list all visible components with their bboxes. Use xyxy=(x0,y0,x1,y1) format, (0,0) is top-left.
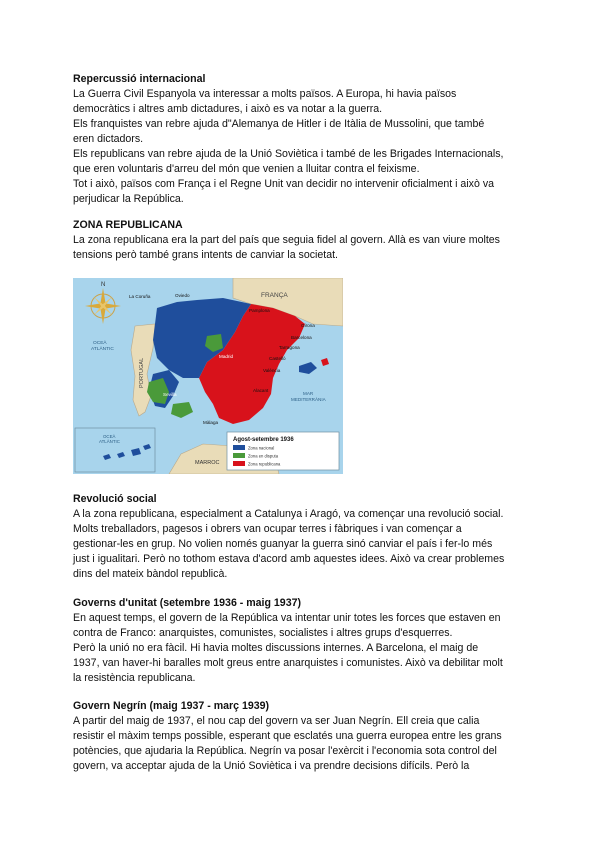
city-label: Girona xyxy=(301,323,315,328)
legend-swatch-nationalist xyxy=(233,445,245,450)
section-international-repercussion xyxy=(73,72,533,207)
france-label: FRANÇA xyxy=(261,292,288,299)
text-line: A partir del maig de 1937, el nou cap del govern va ser Juan Negrín. Ell creia que calia xyxy=(73,715,480,727)
city-label: Oviedo xyxy=(175,293,190,298)
text-line: contra de Franco: anarquistes, comunistes, socialistes i altres grups d'esquerres. xyxy=(73,627,453,639)
legend-label: Zona en disputa xyxy=(248,453,279,459)
text-line: En aquest temps, el govern de la República va intentar unir totes les forces que estaven en xyxy=(73,612,501,624)
text-line: Els franquistes van rebre ajuda d"Alemanya de Hitler i de Itàlia de Mussolini, que també xyxy=(73,118,485,130)
section-negrin-government xyxy=(73,699,533,774)
text-line: A la zona republicana, especialment a Catalunya i Aragó, va començar una revolució social. xyxy=(73,508,504,520)
section-social-revolution xyxy=(73,492,533,582)
text-line: tensions però també grans intents de canviar la societat. xyxy=(73,249,338,261)
text-line: Però la unió no era fàcil. Hi havia moltes discussions internes. A Barcelona, el maig de xyxy=(73,642,479,654)
legend-title: Agost-setembre 1936 xyxy=(233,437,294,443)
morocco-label: MARROC xyxy=(195,460,220,466)
ocean-inset-label: OCEÀ ATLÀNTIC xyxy=(99,434,120,444)
text-line: La Guerra Civil Espanyola va interessar a molts països. A Europa, hi havia països xyxy=(73,88,457,100)
city-label: La Coruña xyxy=(129,294,151,299)
text-line: gestionar-les en grup. No volien només guanyar la guerra sinó canviar el país i fer-lo més xyxy=(73,538,493,550)
med-label: MAR MEDITERRÀNIA xyxy=(291,391,326,402)
text-line: 1937, van haver-hi baralles molt greus entre anarquistes i comunistes. Això va debilitar molt xyxy=(73,657,503,669)
section-heading: Revolució social xyxy=(73,493,157,505)
city-label: Sevilla xyxy=(163,392,177,397)
text-line: democràtics i altres amb dictadures, i això es va notar a la guerra. xyxy=(73,103,383,115)
compass-label: N xyxy=(101,282,106,288)
text-line: just i igualitari. Però no tothom estava d'acord amb aquestes idees. Això va crear problemes xyxy=(73,553,505,565)
text-line: resistir el màxim temps possible, esperant que esclatés una guerra europea entre les grans xyxy=(73,730,502,742)
city-label: València xyxy=(263,368,281,373)
legend-swatch-republican xyxy=(233,461,245,466)
text-line: la resistència republicana. xyxy=(73,672,196,684)
text-line: que eren voluntaris d'arreu del món que venien a lluitar contra el feixisme. xyxy=(73,163,420,175)
city-label: Pamplona xyxy=(249,308,270,313)
text-line: Molts treballadors, pagesos i obrers van ocupar terres i fàbriques i van començar a xyxy=(73,523,462,535)
city-label: Barcelona xyxy=(291,335,312,340)
section-heading: Repercussió internacional xyxy=(73,73,206,85)
text-line: eren dictadors. xyxy=(73,133,144,145)
city-label: Màlaga xyxy=(203,420,219,425)
legend-label: Zona nacional xyxy=(248,445,275,451)
section-unity-governments xyxy=(73,596,533,686)
portugal-label: PORTUGAL xyxy=(139,357,145,388)
section-heading: Governs d'unitat (setembre 1936 - maig 1937) xyxy=(73,597,302,609)
legend-swatch-disputed xyxy=(233,453,245,458)
text-line: govern, va acceptar ajuda de la Unió Soviètica i va prendre decisions difícils. Però la xyxy=(73,760,470,772)
text-line: Els republicans van rebre ajuda de la Unió Soviètica i també de les Brigades Internacionals, xyxy=(73,148,504,160)
spain-civil-war-map xyxy=(73,278,343,474)
city-label: Castelló xyxy=(269,356,286,361)
city-label: Madrid xyxy=(219,354,234,359)
city-label: Alacant xyxy=(253,388,269,393)
section-republican-zone xyxy=(73,218,533,263)
city-label: Tarragona xyxy=(279,345,300,350)
section-heading: Govern Negrín (maig 1937 - març 1939) xyxy=(73,700,270,712)
text-line: potències, que ajudaria la República. Negrín va posar l'exèrcit i l'economia sota control del xyxy=(73,745,497,757)
text-line: perjudicar la República. xyxy=(73,193,184,205)
text-line: Tot i això, països com França i el Regne Unit van decidir no intervenir oficialment i això va xyxy=(73,178,495,190)
section-heading: ZONA REPUBLICANA xyxy=(73,219,183,231)
text-line: La zona republicana era la part del país que seguia fidel al govern. Allà es van viure moltes xyxy=(73,234,500,246)
legend-label: Zona republicana xyxy=(248,461,281,467)
text-line: dins del mateix bàndol republicà. xyxy=(73,568,228,580)
ocean-label: OCEÀ ATLÀNTIC xyxy=(91,341,114,352)
